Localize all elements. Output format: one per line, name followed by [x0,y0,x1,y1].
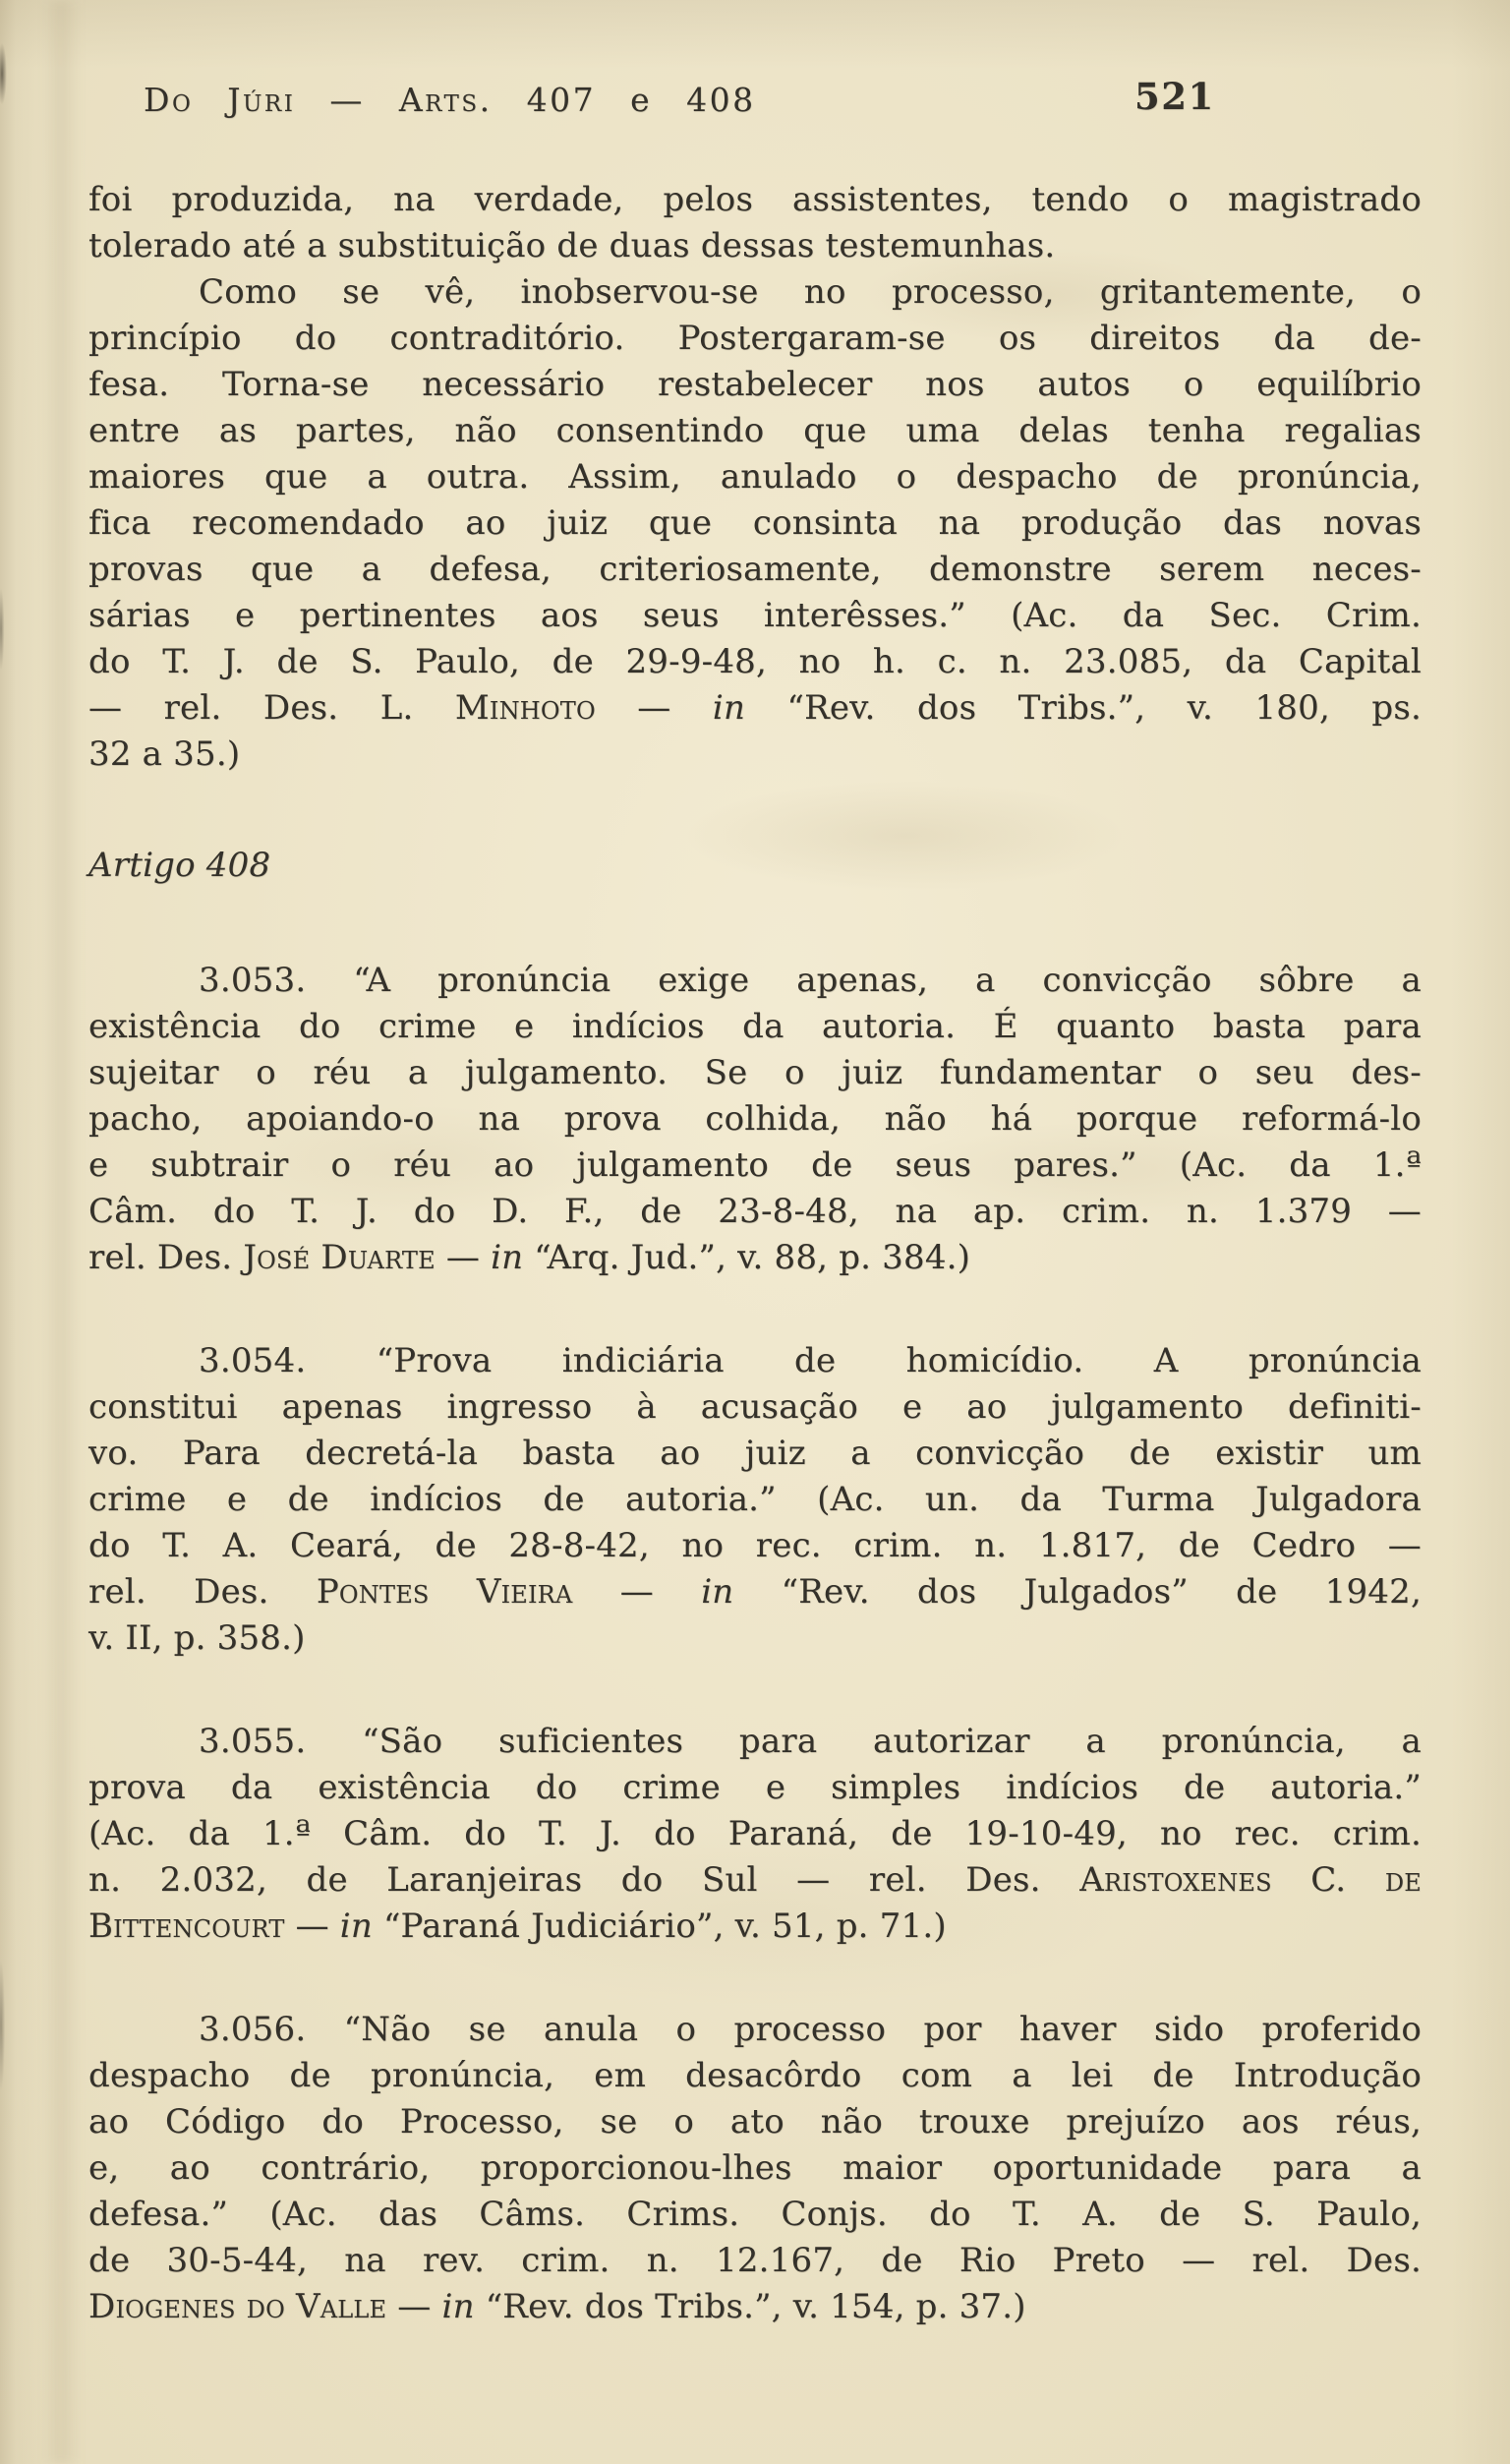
text-line [88,639,1422,685]
text-line [88,1338,1422,1384]
text-segment-smallcaps: José Duarte [243,1238,436,1277]
text-line [88,408,1422,454]
paragraph-como-se-ve [88,269,1422,778]
text-line [88,1569,1422,1615]
text-line [88,1765,1422,1811]
text-line [88,2284,1422,2330]
running-header-title [144,83,756,118]
text-line [88,1431,1422,1477]
text-segment-italic: in [491,1238,524,1277]
text-segment-normal: foi produzida, na verdade, pelos assistentes, tendo o magistrado [88,180,1422,219]
paragraph-continuation [88,177,1422,269]
text-line [88,1719,1422,1765]
text-segment-normal: “Arq. Jud.”, v. 88, p. 384.) [523,1238,971,1277]
text-segment-normal: pacho, apoiando-o na prova colhida, não há porque reformá-lo [88,1099,1422,1139]
text-segment-smallcaps: Minhoto [454,688,596,728]
text-line [88,1904,1422,1950]
text-line [88,2145,1422,2192]
text-segment-smallcaps: Bittencourt [88,1907,285,1946]
text-segment-italic: Artigo 408 [88,846,271,885]
text-segment-normal: n. 2.032, de Laranjeiras do Sul — rel. Des. [88,1860,1080,1900]
text-line [88,362,1422,408]
text-line [88,732,1422,778]
text-segment-normal: entre as partes, não consentindo que uma delas tenha regalias [88,411,1422,450]
text-line [88,269,1422,316]
text-segment-normal: fica recomendado ao juiz que consinta na produção das novas [88,503,1422,543]
text-line [88,1857,1422,1904]
paragraph-3054 [88,1338,1422,1662]
text-segment-smallcaps: Aristoxenes C. de [1079,1860,1422,1900]
text-segment-italic: in [701,1572,734,1612]
text-segment-normal: 3.054. “Prova indiciária de homicídio. A pronúncia [199,1341,1422,1380]
text-segment-normal: do T. J. de S. Paulo, de 29-9-48, no h. c. n. 23.085, da Capital [88,642,1422,681]
text-line [88,593,1422,639]
text-segment-normal: 3.056. “Não se anula o processo por haver sido proferido [199,2010,1422,2049]
text-line [88,223,1422,269]
paragraph-3053 [88,958,1422,1281]
paragraph-3055 [88,1719,1422,1950]
text-line [88,1477,1422,1523]
text-segment-normal: de 30-5-44, na rev. crim. n. 12.167, de Rio Preto — rel. Des. [88,2241,1422,2280]
text-segment-normal: 32 a 35.) [88,734,241,774]
page-number: 521 [1134,75,1215,118]
text-segment-normal: — [386,2287,442,2326]
text-segment-italic: in [712,688,746,728]
text-segment-normal: maiores que a outra. Assim, anulado o despacho de pronúncia, [88,457,1422,497]
text-line [88,1143,1422,1189]
text-segment-smallcaps: Arts. [398,81,493,119]
text-segment-normal: fesa. Torna-se necessário restabelecer nos autos o equilíbrio [88,365,1422,404]
text-line [88,843,1422,889]
text-line [88,1384,1422,1431]
text-line [88,316,1422,362]
paragraph-3056 [88,2007,1422,2330]
text-line [88,500,1422,547]
text-segment-normal: — [435,1238,492,1277]
text-line [88,547,1422,593]
text-segment-normal: Como se vê, inobservou-se no processo, gritantemente, o [199,272,1422,312]
text-segment-normal: “Rev. dos Julgados” de 1942, [733,1572,1422,1612]
text-line [88,454,1422,500]
text-segment-normal: “Paraná Judiciário”, v. 51, p. 71.) [372,1907,947,1946]
text-line [88,2007,1422,2053]
text-segment-normal: — [572,1572,702,1612]
text-segment-normal: defesa.” (Ac. das Câms. Crims. Conjs. do T. A. de S. Paulo, [88,2195,1422,2234]
text-segment-normal: princípio do contraditório. Postergaram-se os direitos da de- [88,319,1422,358]
text-segment-normal: — [295,81,399,119]
text-segment-normal: — [595,688,713,728]
text-segment-normal: rel. Des. [88,1572,317,1612]
text-segment-normal: vo. Para decretá-la basta ao juiz a convicção de existir um [88,1434,1422,1473]
text-segment-normal: — [284,1907,340,1946]
text-line [88,685,1422,732]
text-segment-normal: tolerado até a substituição de duas dessas testemunhas. [88,226,1056,265]
text-segment-normal: ao Código do Processo, se o ato não trouxe prejuízo aos réus, [88,2102,1422,2141]
text-line [88,1235,1422,1281]
text-segment-normal: crime e de indícios de autoria.” (Ac. un. da Turma Julgadora [88,1480,1422,1519]
text-segment-normal: e subtrair o réu ao julgamento de seus pares.” (Ac. da 1.ª [88,1145,1422,1185]
text-line [88,2192,1422,2238]
gutter-shadow [43,0,81,2464]
text-segment-smallcaps: Diogenes do Valle [88,2287,387,2326]
text-line [88,1096,1422,1143]
text-line [88,1189,1422,1235]
text-line [88,2053,1422,2099]
text-segment-normal: 3.053. “A pronúncia exige apenas, a convicção sôbre a [199,961,1422,1000]
text-segment-normal: do T. A. Ceará, de 28-8-42, no rec. crim. n. 1.817, de Cedro — [88,1526,1422,1565]
text-segment-normal: constitui apenas ingresso à acusação e ao julgamento definiti- [88,1387,1422,1427]
text-segment-normal: rel. Des. [88,1238,244,1277]
text-segment-normal: 407 e 408 [492,81,756,119]
text-segment-smallcaps: Do Júri [144,81,296,119]
text-segment-italic: in [441,2287,475,2326]
text-line [88,958,1422,1004]
text-segment-normal: Câm. do T. J. do D. F., de 23-8-48, na ap. crim. n. 1.379 — [88,1192,1422,1231]
article-heading [88,843,1422,889]
text-segment-normal: v. II, p. 358.) [88,1618,306,1658]
text-line [88,2099,1422,2145]
text-segment-normal: “Rev. dos Tribs.”, v. 154, p. 37.) [474,2287,1026,2326]
text-segment-normal: “Rev. dos Tribs.”, v. 180, ps. [745,688,1422,728]
text-segment-normal: e, ao contrário, proporcionou-lhes maior oportunidade para a [88,2148,1422,2188]
text-segment-italic: in [339,1907,373,1946]
text-segment-normal: sujeitar o réu a julgamento. Se o juiz fundamentar o seu des- [88,1053,1422,1092]
text-line [88,1050,1422,1096]
text-segment-normal: (Ac. da 1.ª Câm. do T. J. do Paraná, de 19-10-49, no rec. crim. [88,1814,1422,1853]
text-segment-normal: sárias e pertinentes aos seus interêsses.” (Ac. da Sec. Crim. [88,596,1422,635]
text-line [88,1004,1422,1050]
text-line [88,177,1422,223]
text-segment-normal: existência do crime e indícios da autoria. É quanto basta para [88,1007,1422,1046]
text-segment-normal: — rel. Des. L. [88,688,455,728]
text-line [88,1811,1422,1857]
text-line [88,1523,1422,1569]
text-segment-normal: despacho de pronúncia, em desacôrdo com a lei de Introdução [88,2056,1422,2095]
text-segment-normal: prova da existência do crime e simples indícios de autoria.” [88,1768,1422,1807]
text-line [88,1615,1422,1662]
text-segment-normal: provas que a defesa, criteriosamente, demonstre serem neces- [88,550,1422,589]
text-segment-smallcaps: Pontes Vieira [316,1572,573,1612]
text-line [88,2238,1422,2284]
text-column [88,177,1422,2330]
text-segment-normal: 3.055. “São suficientes para autorizar a pronúncia, a [199,1722,1422,1761]
